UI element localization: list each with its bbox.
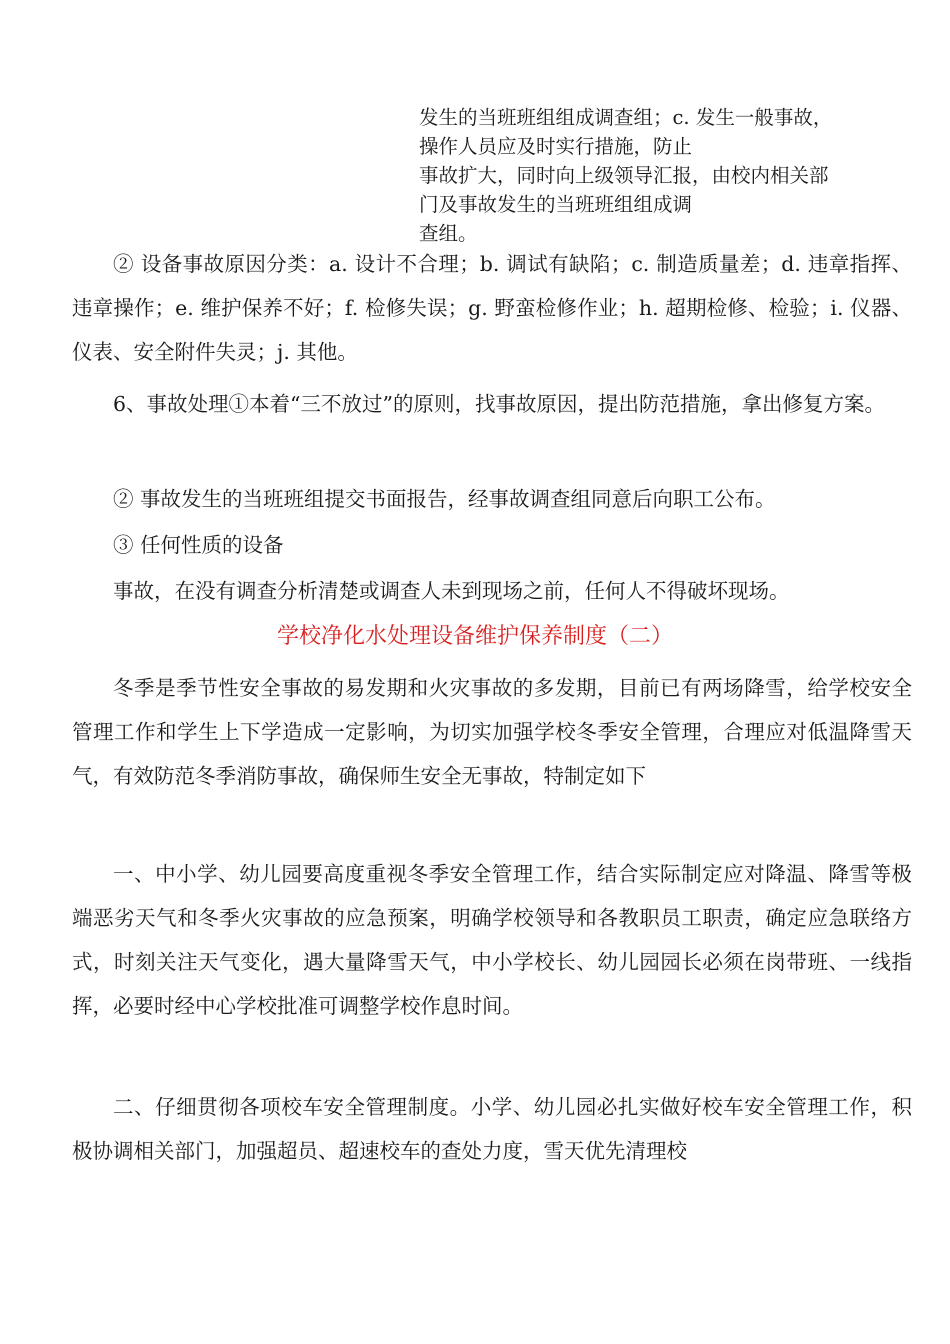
continued-text-block (419, 103, 899, 248)
text-line: 操作人员应及时实行措施，防止 (419, 135, 693, 158)
text-line: 发生的当班班组组成调查组；c. 发生一般事故， (419, 106, 833, 129)
paragraph-protect-scene: 事故，在没有调查分析清楚或调查人未到现场之前，任何人不得破坏现场。 (113, 579, 790, 603)
paragraph-written-report: ② 事故发生的当班班组提交书面报告，经事故调查组同意后向职工公布。 (113, 487, 776, 511)
paragraph-item-one: 一、中小学、幼儿园要高度重视冬季安全管理工作，结合实际制定应对降温、降雪等极端恶劣天气和冬季火灾事故的应急预案，明确学校领导和各教职员工职责，确定应急联络方式，时刻关注天气变化，遇大量降雪天气，中小学校长、幼儿园园长必须在岗带班、一线指挥，必要时经中心学校批准可调整学校作息时间。 (72, 862, 912, 1018)
paragraph-accident-causes: ② 设备事故原因分类：a. 设计不合理；b. 调试有缺陷；c. 制造质量差；d. 违章指挥、违章操作；e. 维护保养不好；f. 检修失误；g. 野蛮检修作业；h. 超期检修、检验；i. 仪器、仪表、安全附件失灵；j. 其他。 (72, 252, 912, 364)
paragraph-item-two: 二、仔细贯彻各项校车安全管理制度。小学、幼儿园必扎实做好校车安全管理工作，积极协调相关部门，加强超员、超速校车的查处力度，雪天优先清理校 (72, 1095, 912, 1163)
text-line: 查组。 (419, 222, 478, 245)
text-line: 事故扩大，同时向上级领导汇报，由校内相关部 (419, 164, 829, 187)
text-line: 门及事故发生的当班班组组成调 (419, 193, 693, 216)
paragraph-winter-intro: 冬季是季节性安全事故的易发期和火灾事故的多发期，目前已有两场降雪，给学校安全管理工作和学生上下学造成一定影响，为切实加强学校冬季安全管理，合理应对低温降雪天气，有效防范冬季消防事故，确保师生安全无事故，特制定如下 (72, 676, 912, 788)
paragraph-any-equipment: ③ 任何性质的设备 (113, 533, 284, 557)
paragraph-accident-handling: 6、事故处理①本着“三不放过”的原则，找事故原因，提出防范措施，拿出修复方案。 (113, 392, 886, 416)
section-heading: 学校净化水处理设备维护保养制度（二） (276, 624, 673, 649)
